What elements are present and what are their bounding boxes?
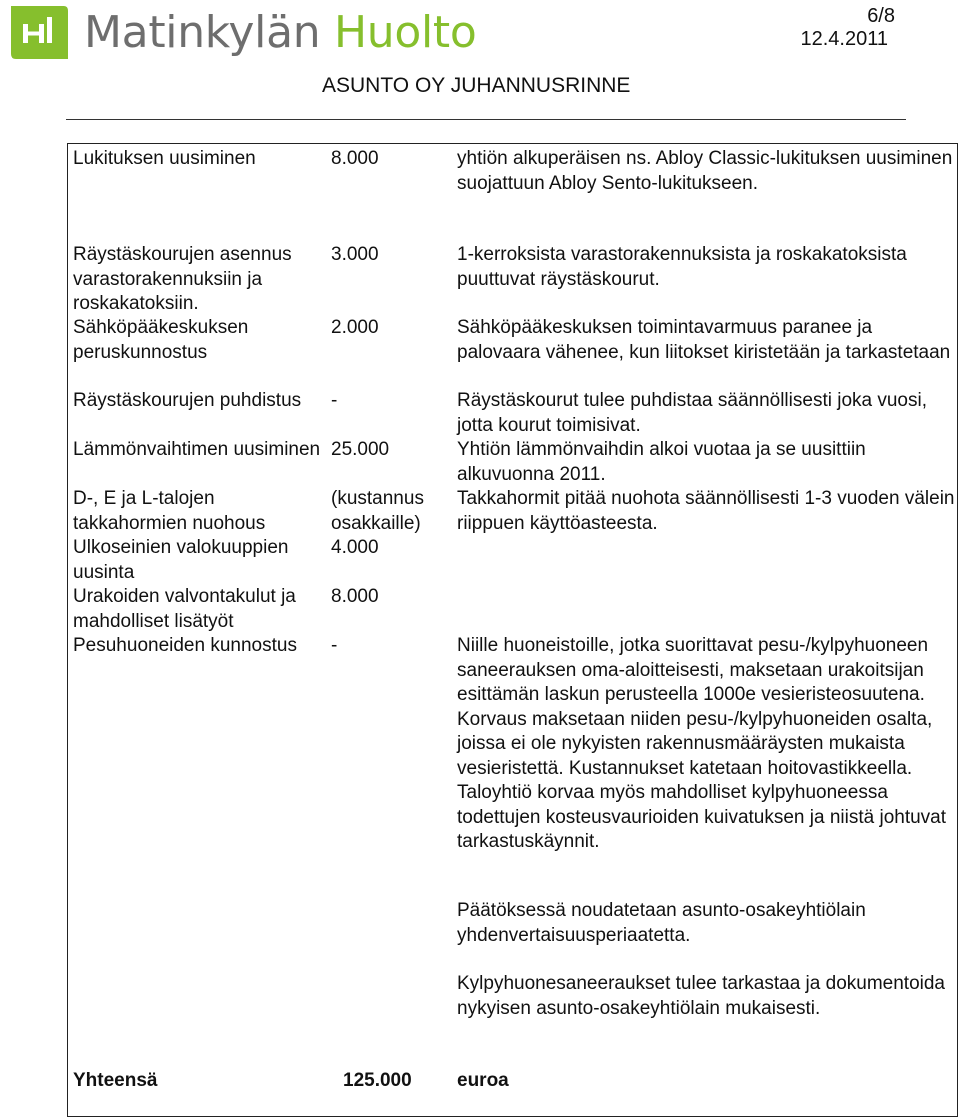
company-name: ASUNTO OY JUHANNUSRINNE	[322, 74, 631, 97]
row-note: Yhtiön lämmönvaihdin alkoi vuotaa ja se uusittiin alkuvuonna 2011.	[457, 439, 866, 485]
total-unit: euroa	[457, 1070, 509, 1091]
brand-name	[84, 4, 477, 62]
total-label: Yhteensä	[73, 1070, 158, 1091]
row-cost: 4.000	[331, 537, 379, 558]
row-item: Lämmönvaihtimen uusiminen	[73, 439, 321, 460]
paragraph-equal-treatment: Päätöksessä noudatetaan asunto-osakeyhtiölain yhdenvertaisuusperiaatetta.	[457, 900, 866, 946]
row-cost: -	[331, 635, 338, 656]
row-note: Sähköpääkeskuksen toimintavarmuus paranee ja palovaara vähenee, kun liitokset kiristetään ja tarkastetaan	[457, 317, 951, 363]
row-cost: 2.000	[331, 317, 379, 338]
brand-name-green: Huolto	[334, 7, 477, 58]
paragraph-documentation: Kylpyhuonesaneeraukset tulee tarkastaa ja dokumentoida nykyisen asunto-osakeyhtiölain mukaisesti.	[457, 973, 945, 1019]
total-amount: 125.000	[343, 1070, 412, 1091]
row-cost: (kustannus osakkaille)	[331, 488, 424, 534]
row-item: Ulkoseinien valokuuppien uusinta	[73, 537, 289, 583]
row-cost: 3.000	[331, 244, 379, 265]
page-number: 6/8	[867, 5, 895, 27]
header-divider	[66, 119, 906, 120]
row-cost: 8.000	[331, 148, 379, 169]
row-note: Niille huoneistoille, jotka suorittavat pesu-/kylpyhuoneen saneerauksen oma-aloitteisesti, maksetaan urakoitsijan esittämän laskun perusteella 1000e vesieristeosuutena. Korvaus maksetaan niiden pesu-/kylpyhuoneiden osalta, joissa ei ole nykyisten rakennusmääräysten mukaista vesieristettä. Kustannukset katetaan hoitovastikkeella. Taloyhtiö korvaa myös mahdolliset kylpyhuoneessa todettujen kosteusvaurioiden kuivatuksen ja niistä johtuvat tarkastuskäynnit.	[457, 635, 947, 852]
row-item: Lukituksen uusiminen	[73, 148, 256, 169]
row-note: Takkahormit pitää nuohota säännöllisesti 1-3 vuoden välein riippuen käyttöasteesta.	[457, 488, 955, 534]
row-item: D-, E ja L-talojen takkahormien nuohous	[73, 488, 266, 534]
renovation-table	[67, 143, 958, 1117]
company-logo-icon	[6, 3, 70, 61]
row-note: 1-kerroksista varastorakennuksista ja roskakatoksista puuttuvat räystäskourut.	[457, 244, 907, 290]
row-cost: 8.000	[331, 586, 379, 607]
row-item: Sähköpääkeskuksen peruskunnostus	[73, 317, 249, 363]
row-item: Räystäskourujen puhdistus	[73, 390, 302, 411]
row-cost: 25.000	[331, 439, 390, 460]
row-item: Pesuhuoneiden kunnostus	[73, 635, 297, 656]
row-cost: -	[331, 390, 338, 411]
row-item: Urakoiden valvontakulut ja mahdolliset lisätyöt	[73, 586, 296, 632]
row-note: yhtiön alkuperäisen ns. Abloy Classic-lukituksen uusiminen suojattuun Abloy Sento-lukitukseen.	[457, 148, 953, 194]
document-date: 12.4.2011	[800, 28, 888, 50]
row-note: Räystäskourut tulee puhdistaa säännöllisesti joka vuosi, jotta kourut toimisivat.	[457, 390, 927, 436]
brand-name-gray: Matinkylän	[84, 7, 335, 58]
row-item: Räystäskourujen asennus varastorakennuksiin ja roskakatoksiin.	[73, 244, 292, 314]
